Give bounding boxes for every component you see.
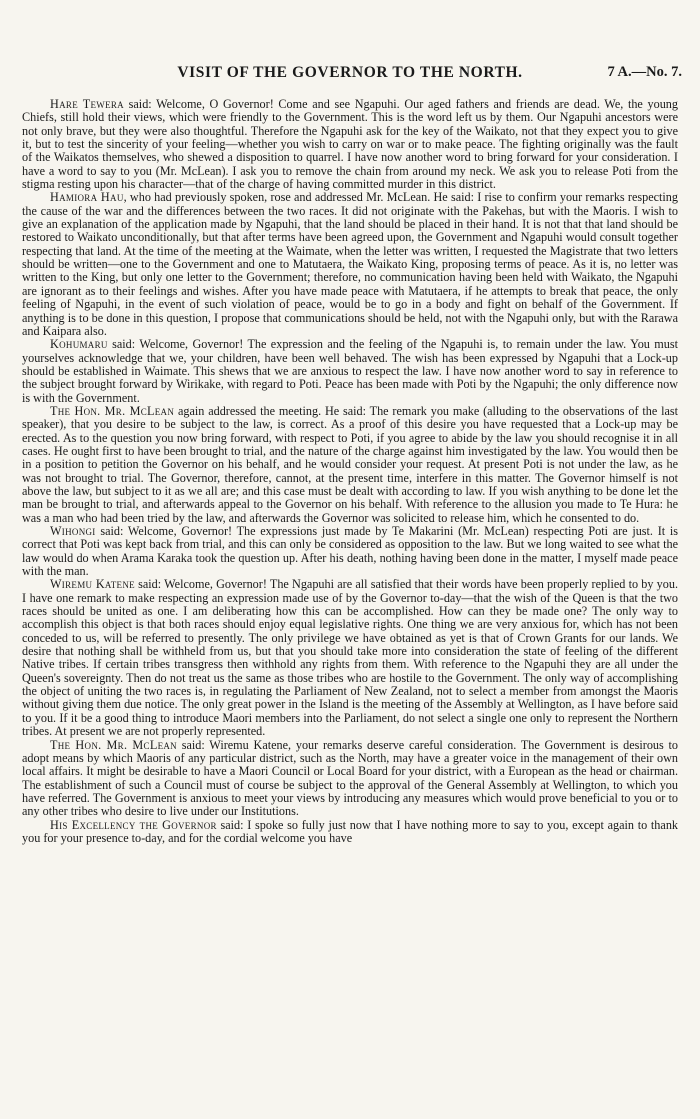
document-body [22, 98, 678, 845]
paragraph-hare-tewera [22, 98, 678, 191]
paragraph-wiremu-katene [22, 578, 678, 738]
paragraph-text: said: Wiremu Katene, your remarks deserve careful consideration. The Government is desirous to adopt means by which Maoris of any particular district, such as the North, may have a greater voice in the management of their own local affairs. It might be desirable to have a Maori Council or Local Board for your district, with a European as the head or chairman. The establishment of such a Council must of course be subject to the approval of the General Assembly at Wellington, to which you have referred. The Government is anxious to meet your views by introducing any measures which would prove beneficial to you or to any other tribes who desire to live under our Institutions. [22, 737, 678, 819]
paragraph-text: said: Welcome, Governor! The Ngapuhi are all satisfied that their words have been properly replied to by you. I have one remark to make respecting an expression made use of by the Governor to-day—that the wish of the Queen is that the two races should be united as one. I am deliberating how this can be accomplished. How can they be made one? The only way to accomplish this object is that both races should enjoy equal legislative rights. One thing we are very anxious for, which has not been conceded to us, will be referred to presently. The only privilege we have obtained as yet is that of Crown Grants for our lands. We desire that nothing shall be withheld from us, but that you should take more into consideration the state of feeling of the different Native tribes. If certain tribes transgress then withhold any rights from them. With reference to the Ngapuhi they are all under the Queen's sovereignty. Then do not treat us the same as those tribes who are hostile to the Government. The only way of accomplishing the object of uniting the two races is, in regulating the Parliament of New Zealand, not to select a member from amongst the Maoris without giving them due notice. The only great power in the Island is the meeting of the Assembly at Wellington, as I have before said to you. If it be a good thing to introduce Maori members into the Parliament, do not select a single one only to represent the Northern tribes. At present we are not properly represented. [22, 577, 678, 739]
page-header [0, 64, 700, 84]
paragraph-governor [22, 819, 678, 846]
speaker-name: His Excellency the Governor [50, 817, 217, 832]
paragraph-hamiora-hau [22, 191, 678, 338]
paragraph-mclean-2 [22, 739, 678, 819]
paragraph-text: said: Welcome, Governor! The expressions just made by Te Makarini (Mr. McLean) respecting Poti are just. It is correct that Poti was kept back from trial, and this can only be considered as opposition to the law. But we long waited to see what the law would do when Arama Karaka took the question up. After his death, nothing having been done in the matter, I myself made peace with the man. [22, 524, 678, 579]
speaker-name: Wihongi [50, 524, 96, 538]
paragraph-text: said: I spoke so fully just now that I have nothing more to say to you, except again to thank you for your presence to-day, and for the cordial welcome you have [22, 817, 679, 845]
speaker-name: Hare Tewera [50, 97, 124, 111]
speaker-name: Wiremu Katene [50, 577, 135, 592]
speaker-name: Hamiora Hau [50, 190, 124, 205]
paragraph-wihongi [22, 525, 678, 578]
page-reference: 7 A.—No. 7. [607, 64, 682, 80]
speaker-name: Kohumaru [50, 337, 108, 352]
speaker-name: The Hon. Mr. McLean [50, 737, 177, 752]
paragraph-kohumaru [22, 338, 678, 405]
paragraph-text: said: Welcome, O Governor! Come and see Ngapuhi. Our aged fathers and friends are dead. We, the young Chiefs, still hold their views, which were friendly to the Government. This is the word left us by them. Our Ngapuhi ancestors were not only brave, but they were also thoughtful. Therefore the Ngapuhi ask for the key of the Waikato, not that they expect you to give it, but to test the sincerity of your feeling—whether you wish to carry on war or to make peace. The fighting originally was the fault of the Waikatos themselves, who shewed a disposition to quarrel. I have now another word to bring forward for your consideration. I have a word to say to you (Mr. McLean). I ask you to remove the chain from around my neck. We ask you to release Poti from the stigma resting upon his character—that of the charge of having committed murder in this district. [22, 97, 678, 192]
paragraph-text: , who had previously spoken, rose and addressed Mr. McLean. He said: I rise to confirm your remarks respecting the cause of the war and the differences between the two races. It did not originate with the Pakehas, but with the Maoris. I wish to give an explanation of the application made by Ngapuhi, that the land should be placed in their hand. It is not that that land should be restored to Waikato unconditionally, but that after terms have been agreed upon, the Government and Ngapuhi would consult together respecting that land. At the time of the meeting at the Waimate, when the letter was written, I requested the Magistrate that two letters should be written—one to the Government and one to Matutaera, the Waikato King, proposing terms of peace. As it is, no letter was written to the King, but only one letter to the Government; therefore, no communication having been held with Waikato, the Ngapuhi are ignorant as to their feelings and wishes. After you have made peace with Matutaera, if he attempts to break that peace, the only feeling of Ngapuhi, in the event of such violation of peace, would be to go in a body and fight on behalf of the Government. If anything is to be done in this question, I propose that communications should be held, not with the Ngapuhi only, but with the Rarawa and Kaipara also. [22, 190, 678, 338]
paragraph-mclean-1 [22, 405, 678, 525]
paragraph-text: again addressed the meeting. He said: The remark you make (alluding to the observations of the last speaker), that you desire to be subject to the law, is correct. As a proof of this desire you have requested that a Lock-up may be erected. As to the question you now bring forward, with respect to Poti, if you agree to abide by the law you should recognise it in all cases. He ought first to have been brought to trial, and the nature of the charge against him investigated by the law. You would then be in a position to petition the Governor on his behalf, and he would consider your request. At present Poti is not under the law, as he was not brought to trial. The Governor, therefore, cannot, at the present time, interfere in this matter. The Governor himself is not above the law, but subject to it as we all are; and this case must be dealt with according to law. If you wish anything to be done let the man be brought to trial, and afterwards appeal to the Governor on his behalf. With reference to the allusion you made to Te Hura: he was a man who had been tried by the law, and afterwards the Governor was solicited to release him, which he consented to do. [22, 403, 678, 525]
running-title: VISIT OF THE GOVERNOR TO THE NORTH. [177, 64, 523, 81]
paragraph-text: said: Welcome, Governor! The expression and the feeling of the Ngapuhi is, to remain under the law. You must yourselves acknowledge that we, your children, have been well behaved. The wish has been expressed by Ngapuhi that a Lock-up should be established in Waimate. This shews that we are anxious to respect the law. I have now another word to say in reference to the subject brought forward by Wirikake, with regard to Poti. Peace has been made with Poti by the Ngapuhi; the only difference now is with the Government. [22, 337, 678, 405]
speaker-name: The Hon. Mr. McLean [50, 403, 175, 418]
